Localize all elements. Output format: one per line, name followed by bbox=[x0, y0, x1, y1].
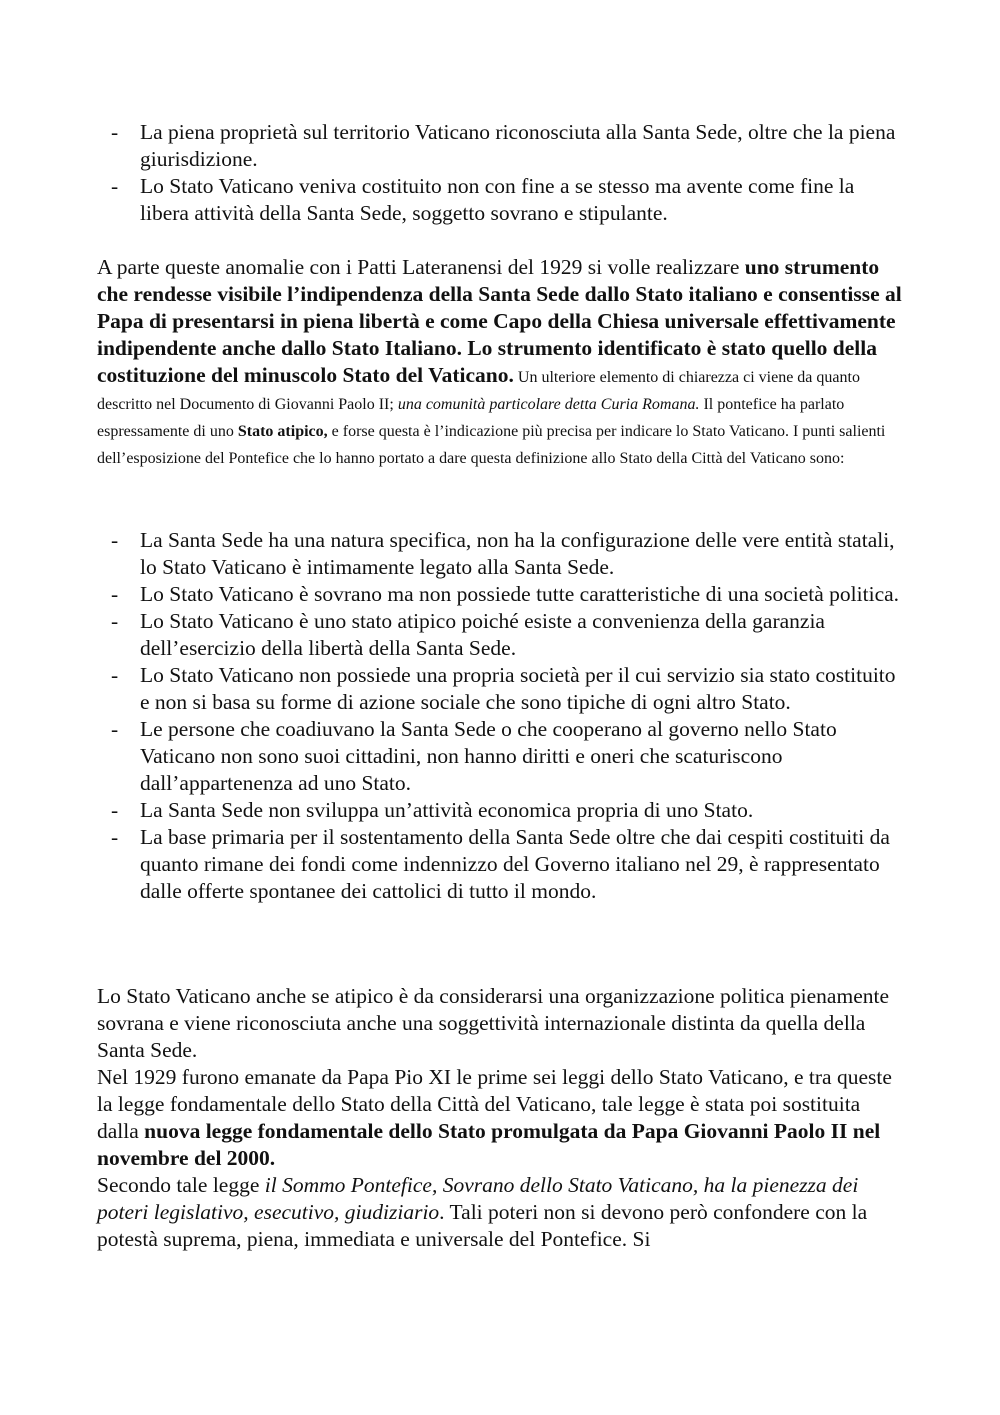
bullet-dash: - bbox=[111, 582, 119, 606]
paragraph-fundamental-law: Nel 1929 furono emanate da Papa Pio XI le prime sei leggi dello Stato Vaticano, e tra queste la legge fondamentale dello Stato della Città del Vaticano, tale legge è stata poi sostituita dalla nuova legge fondamentale dello Stato promulgata da Papa Giovanni Paolo II nel novembre del 2000. bbox=[97, 1065, 892, 1170]
bullet-dash: - bbox=[111, 609, 119, 633]
rights-list bbox=[97, 119, 905, 227]
list-item: - La base primaria per il sostentamento della Santa Sede oltre che dai cespiti costituiti da quanto rimane dei fondi come indennizzo del Governo italiano nel 29, è rappresentato dalle offerte spontanee dei cattolici di tutto il mondo. bbox=[111, 825, 890, 903]
list-item: - Lo Stato Vaticano non possiede una propria società per il cui servizio sia stato costituito e non si basa su forme di azione sociale che sono tipiche di ogni altro Stato. bbox=[111, 663, 896, 714]
list-item: - Lo Stato Vaticano è sovrano ma non possiede tutte caratteristiche di una società politica. bbox=[111, 582, 900, 606]
bullet-dash: - bbox=[111, 528, 119, 552]
atypical-state-points-list bbox=[97, 527, 905, 905]
bullet-dash: - bbox=[111, 663, 119, 687]
paragraph-sovereignty: Lo Stato Vaticano anche se atipico è da considerarsi una organizzazione politica pienamente sovrana e viene riconosciuta anche una soggettività internazionale distinta da quella della Santa Sede. bbox=[97, 984, 890, 1062]
bullet-dash: - bbox=[111, 120, 119, 144]
bullet-dash: - bbox=[111, 825, 119, 849]
list-item: - Le persone che coadiuvano la Santa Sede o che cooperano al governo nello Stato Vaticano non sono suoi cittadini, non hanno diritti e oneri che scaturiscono dall’appartenenza ad uno Stato. bbox=[111, 717, 837, 795]
list-item: - La Santa Sede ha una natura specifica, non ha la configurazione delle vere entità statali, lo Stato Vaticano è intimamente legato alla Santa Sede. bbox=[111, 528, 895, 579]
list-item: - La Santa Sede non sviluppa un’attività economica propria di uno Stato. bbox=[111, 798, 754, 822]
paragraph-lateran-pacts: A parte queste anomalie con i Patti Lateranensi del 1929 si volle realizzare uno strumento che rendesse visibile l’indipendenza della Santa Sede dallo Stato italiano e consentisse al Papa di presentarsi in piena libertà e come Capo della Chiesa universale effettivamente indipendente anche dallo Stato Italiano. Lo strumento identificato è stato quello della costituzione del minuscolo Stato del Vaticano. Un ulteriore elemento di chiarezza ci viene da quanto descritto nel Documento di Giovanni Paolo II; una comunità particolare detta Curia Romana. Il pontefice ha parlato espressamente di uno Stato atipico, e forse questa è l’indicazione più precisa per indicare lo Stato Vaticano. I punti salienti dell’esposizione del Pontefice che lo hanno portato a dare questa definizione allo Stato della Città del Vaticano sono: bbox=[97, 255, 902, 467]
bullet-dash: - bbox=[111, 798, 119, 822]
closing-section bbox=[97, 983, 905, 1253]
bullet-dash: - bbox=[111, 717, 119, 741]
list-item: - Lo Stato Vaticano è uno stato atipico poiché esiste a convenienza della garanzia dell’esercizio della libertà della Santa Sede. bbox=[111, 609, 825, 660]
list-item: - Lo Stato Vaticano veniva costituito non con fine a se stesso ma avente come fine la libera attività della Santa Sede, soggetto sovrano e stipulante. bbox=[111, 174, 855, 225]
bullet-dash: - bbox=[111, 174, 119, 198]
list-item: - La piena proprietà sul territorio Vaticano riconosciuta alla Santa Sede, oltre che la piena giurisdizione. bbox=[111, 120, 896, 171]
paragraph-pontiff-powers: Secondo tale legge il Sommo Pontefice, Sovrano dello Stato Vaticano, ha la pienezza dei poteri legislativo, esecutivo, giudiziario. Tali poteri non si devono però confondere con la potestà suprema, piena, immediata e universale del Pontefice. Si bbox=[97, 1173, 868, 1251]
